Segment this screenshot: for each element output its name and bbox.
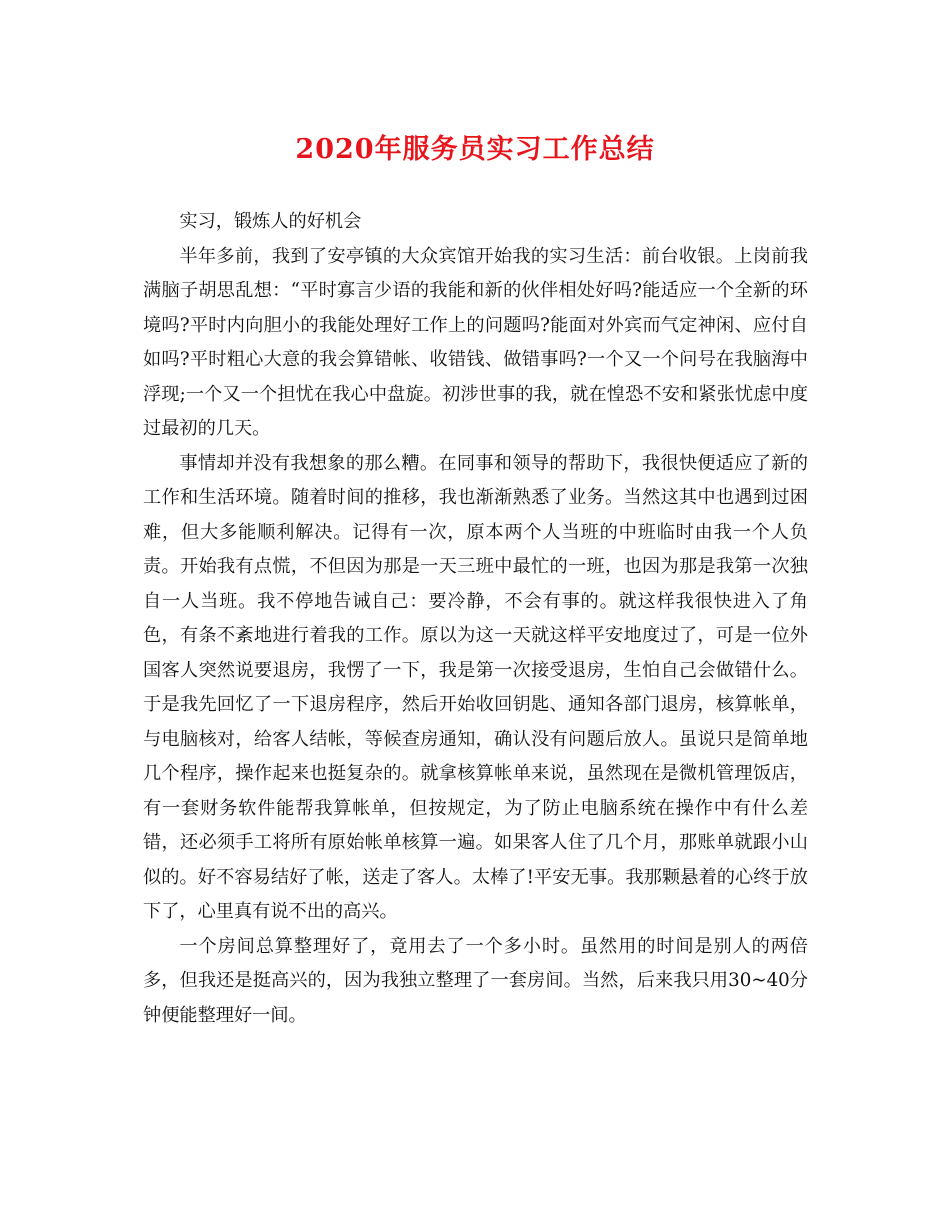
document-body — [143, 205, 808, 1033]
paragraph-subtitle: 实习，锻炼人的好机会 — [179, 211, 362, 232]
paragraph-1: 半年多前，我到了安亭镇的大众宾馆开始我的实习生活：前台收银。上岗前我满脑子胡思乱想：“平时寡言少语的我能和新的伙伴相处好吗?能适应一个全新的环境吗?平时内向胆小的我能处理好工作上的问题吗?能面对外宾而气定神闲、应付自如吗?平时粗心大意的我会算错帐、收错钱、做错事吗?一个又一个问号在我脑海中浮现;一个又一个担忧在我心中盘旋。初涉世事的我，就在惶恐不安和紧张忧虑中度过最初的几天。 — [143, 245, 808, 439]
paragraph-2: 事情却并没有我想象的那么糟。在同事和领导的帮助下，我很快便适应了新的工作和生活环境。随着时间的推移，我也渐渐熟悉了业务。当然这其中也遇到过困难，但大多能顺利解决。记得有一次，原本两个人当班的中班临时由我一个人负责。开始我有点慌，不但因为那是一天三班中最忙的一班，也因为那是我第一次独自一人当班。我不停地告诫自己：要冷静，不会有事的。就这样我很快进入了角色，有条不紊地进行着我的工作。原以为这一天就这样平安地度过了，可是一位外国客人突然说要退房，我愣了一下，我是第一次接受退房，生怕自己会做错什么。于是我先回忆了一下退房程序，然后开始收回钥匙、通知各部门退房，核算帐单，与电脑核对，给客人结帐，等候查房通知，确认没有问题后放人。虽说只是简单地几个程序，操作起来也挺复杂的。就拿核算帐单来说，虽然现在是微机管理饭店，有一套财务软件能帮我算帐单，但按规定，为了防止电脑系统在操作中有什么差错，还必须手工将所有原始帐单核算一遍。如果客人住了几个月，那账单就跟小山似的。好不容易结好了帐，送走了客人。太棒了!平安无事。我那颗悬着的心终于放下了，心里真有说不出的高兴。 — [143, 452, 808, 922]
paragraph-3: 一个房间总算整理好了，竟用去了一个多小时。虽然用的时间是别人的两倍多，但我还是挺高兴的，因为我独立整理了一套房间。当然，后来我只用30~40分钟便能整理好一间。 — [143, 935, 808, 1026]
document-title: 2020年服务员实习工作总结 — [295, 134, 655, 165]
